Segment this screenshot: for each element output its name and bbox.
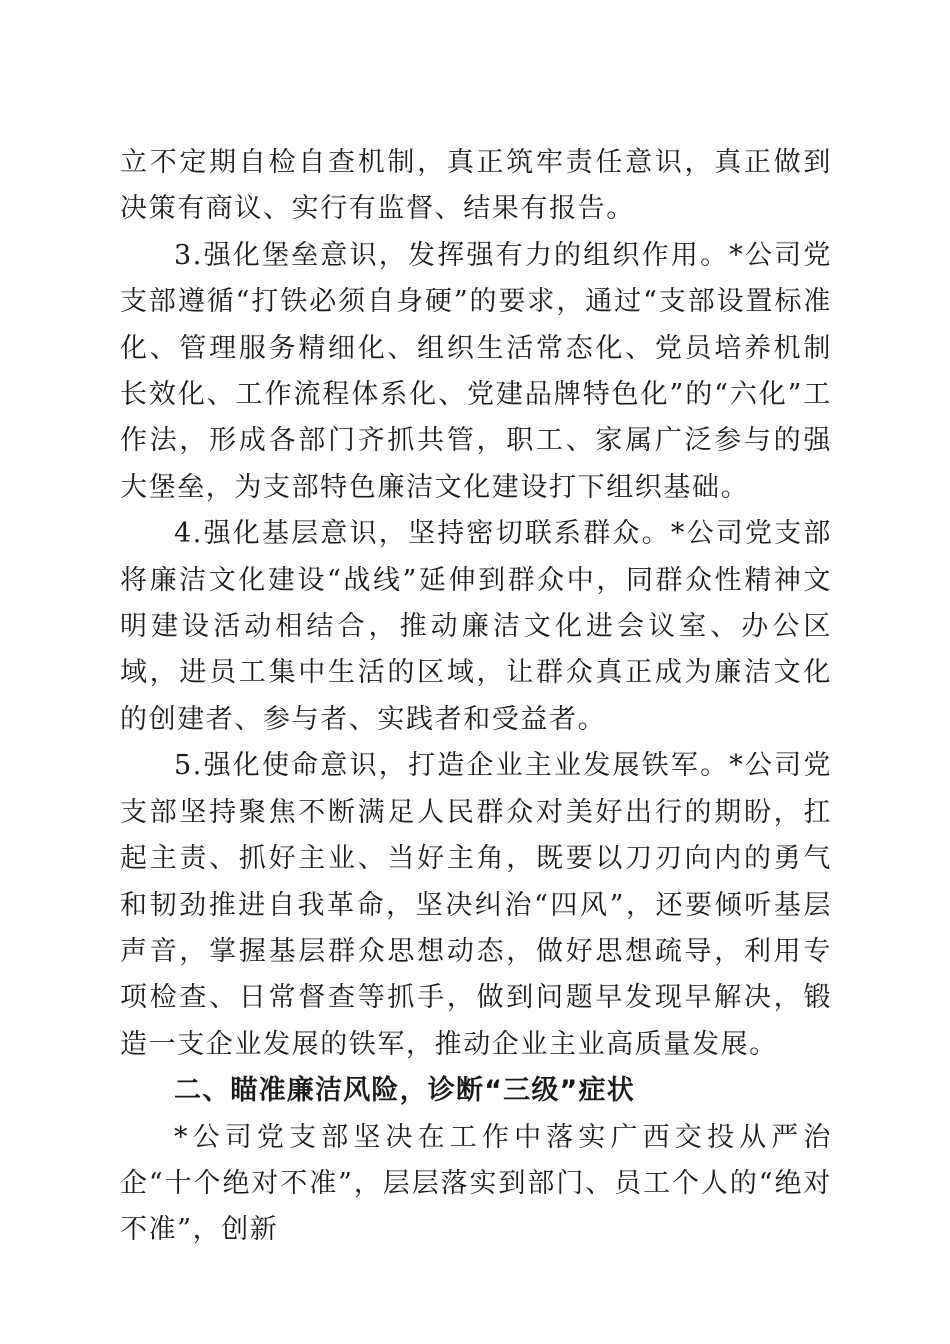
paragraph-section-intro: *公司党支部坚决在工作中落实广西交投从严治企“十个绝对不准”，层层落实到部门、员工个人的“绝对不准”，创新 (120, 1121, 832, 1246)
paragraph-item-4: 4.强化基层意识，坚持密切联系群众。*公司党支部将廉洁文化建设“战线”延伸到群众中，同群众性精神文明建设活动相结合，推动廉洁文化进会议室、办公区域，进员工集中生活的区域，让群众真正成为廉洁文化的创建者、参与者、实践者和受益者。 (120, 518, 832, 735)
paragraph-item-3: 3.强化堡垒意识，发挥强有力的组织作用。*公司党支部遵循“打铁必须自身硬”的要求，通过“支部设置标准化、管理服务精细化、组织生活常态化、党员培养机制长效化、工作流程体系化、党建品牌特色化”的“六化”工作法，形成各部门齐抓共管，职工、家属广泛参与的强大堡垒，为支部特色廉洁文化建设打下组织基础。 (120, 239, 832, 503)
section-heading: 二、瞄准廉洁风险，诊断“三级”症状 (174, 1075, 635, 1107)
paragraph-continuation: 立不定期自检自查机制，真正筑牢责任意识，真正做到决策有商议、实行有监督、结果有报告。 (120, 147, 832, 225)
paragraph-item-5: 5.强化使命意识，打造企业主业发展铁军。*公司党支部坚持聚焦不断满足人民群众对美好出行的期盼，扛起主责、抓好主业、当好主角，既要以刀刃向内的勇气和韧劲推进自我革命，坚决纠治“四风”，还要倾听基层声音，掌握基层群众思想动态，做好思想疏导，利用专项检查、日常督查等抓手，做到问题早发现早解决，锻造一支企业发展的铁军，推动企业主业高质量发展。 (120, 750, 832, 1060)
document-page (120, 140, 832, 1254)
